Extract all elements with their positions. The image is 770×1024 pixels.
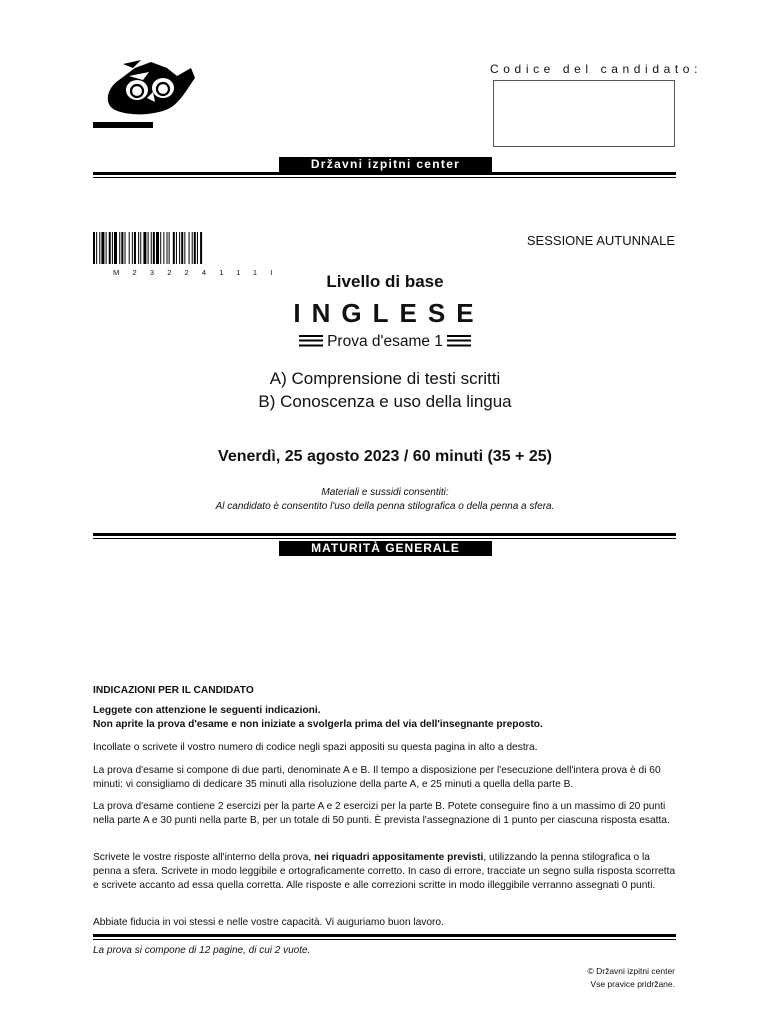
p4-text: , utilizzando la penna stilografica o la penna a sfera. Scrivete in modo leggibile e ortograficamente corretto. In caso di errore, tracciate un segno sulla risposta scorretta e scrivete accanto ad essa quella corretta. Alle risposte e alle correzioni scritte in modo illeggibile verranno assegnati 0 punti. xyxy=(93,852,676,891)
exam-paper xyxy=(0,333,770,351)
instruction-paragraph: La prova d'esame contiene 2 esercizi per la parte A e 2 esercizi per la parte B. Potete conseguire fino a un massimo di 20 punti nella parte A e 30 punti nella parte B, per un totale di 50 punti. È prevista l'assegnazione di 1 punto per ciascuna risposta esatta. xyxy=(93,801,670,826)
instructions-heading: INDICAZIONI PER IL CANDIDATO xyxy=(93,685,254,696)
divider-rule xyxy=(93,934,676,937)
divider-rule xyxy=(93,533,676,536)
session-label: SESSIONE AUTUNNALE xyxy=(526,233,675,248)
p4-text: Scrivete le vostre risposte all'interno della prova, xyxy=(93,852,315,863)
barcode-number: M23224111I xyxy=(113,268,286,277)
divider-rule xyxy=(93,172,676,175)
instruction-paragraph: Abbiate fiducia in voi stessi e nelle vostre capacità. Vi auguriamo buon lavoro. xyxy=(93,917,444,928)
intro-line-1: Leggete con attenzione le seguenti indicazioni. xyxy=(93,705,321,716)
intro-line-2: Non aprite la prova d'esame e non iniziate a svolgerla prima del via dell'insegnante preposto. xyxy=(93,718,543,730)
owl-logo xyxy=(93,58,200,130)
p4-emphasis: nei riquadri appositamente previsti xyxy=(314,852,484,863)
exam-level: Livello di base xyxy=(326,272,444,291)
copyright-line-1: © Državni izpitni center xyxy=(587,966,675,976)
copyright-line-2: Vse pravice pridržane. xyxy=(590,979,675,989)
instructions-intro xyxy=(93,704,676,732)
divider-rule xyxy=(93,538,676,539)
barcode xyxy=(93,232,269,264)
instruction-paragraph: Incollate o scrivete il vostro numero di codice negli spazi appositi su questa pagina in alto a destra. xyxy=(93,742,538,753)
materials-title: Materiali e sussidi consentiti: xyxy=(321,487,449,498)
materials-text: Al candidato è consentito l'uso della penna stilografica o della penna a sfera. xyxy=(215,501,555,512)
exam-subject: INGLESE xyxy=(293,298,485,328)
pages-note: La prova si compone di 12 pagine, di cui 2 vuote. xyxy=(93,945,311,956)
maturity-banner: MATURITÀ GENERALE xyxy=(279,541,492,556)
decorative-bars-icon xyxy=(447,335,471,347)
decorative-bars-icon xyxy=(299,335,323,347)
candidate-code-box[interactable] xyxy=(493,80,675,147)
exam-date: Venerdì, 25 agosto 2023 / 60 minuti (35 + 25) xyxy=(218,448,552,465)
exam-paper-label: Prova d'esame 1 xyxy=(327,333,443,350)
exam-part-b: B) Conoscenza e uso della lingua xyxy=(258,392,512,411)
exam-part-a: A) Comprensione di testi scritti xyxy=(269,369,501,388)
copyright xyxy=(587,965,675,991)
divider-rule xyxy=(93,939,676,940)
organization-banner: Državni izpitni center xyxy=(279,157,492,172)
instruction-paragraph: La prova d'esame si compone di due parti, denominate A e B. Il tempo a disposizione per l'esecuzione dell'intera prova è di 60 minuti: vi consigliamo di dedicare 35 minuti alla risoluzione della parte A, e 25 minuti a quella della parte B. xyxy=(93,765,661,790)
instruction-paragraph xyxy=(93,851,676,892)
divider-rule xyxy=(93,177,676,178)
candidate-code-label: Codice del candidato: xyxy=(490,62,703,76)
